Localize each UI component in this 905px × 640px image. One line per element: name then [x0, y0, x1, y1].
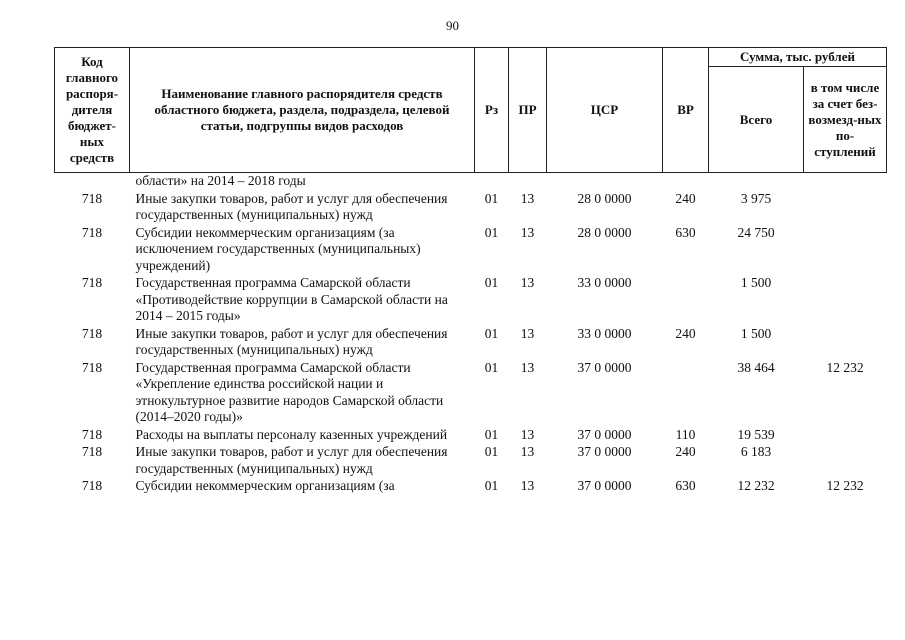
- cell-code: 718: [81, 359, 103, 375]
- page-number: 90: [446, 18, 459, 33]
- cell-code: 718: [81, 478, 103, 493]
- table-header: [55, 48, 887, 173]
- cell-vr: 630: [675, 478, 696, 493]
- cell-incl: [804, 224, 887, 275]
- cell-pr: 13: [520, 359, 535, 375]
- cell-csr: 37 0 0000: [577, 359, 632, 375]
- cell-csr: 37 0 0000: [577, 478, 632, 493]
- header-incl: в том числе за счет без-возмезд-ных по-ступлений: [804, 67, 887, 173]
- cell-rz: 01: [484, 444, 499, 459]
- cell-name: Субсидии некоммерческим организациям (за исключением государственных (муниципальных) учреждений): [135, 224, 421, 273]
- cell-vr: 110: [675, 426, 696, 442]
- cell-pr: 13: [520, 190, 535, 206]
- cell-pr: 13: [520, 444, 535, 459]
- header-name: Наименование главного распорядителя средств областного бюджета, раздела, подраздела, целевой статьи, подгруппы видов расходов: [130, 48, 475, 173]
- header-pr: ПР: [509, 48, 547, 173]
- cell-vr: [663, 274, 709, 325]
- cell-total: 1 500: [740, 325, 772, 341]
- cell-rz: 01: [484, 325, 499, 341]
- cell-code: 718: [81, 444, 103, 459]
- cell-total: 6 183: [740, 444, 772, 459]
- cell-incl: [804, 190, 887, 224]
- cell-code: 718: [81, 190, 103, 206]
- header-sum: Сумма, тыс. рублей: [709, 48, 887, 67]
- cell-pr: 13: [520, 478, 535, 493]
- budget-table: [54, 47, 887, 495]
- table-row: [55, 426, 887, 444]
- table-row: [55, 325, 887, 359]
- continuation-row: [55, 173, 887, 190]
- cell-name: Государственная программа Самарской области «Укрепление единства российской нации и этнокультурное развитие народов Самарской области (2014–2020 годы)»: [135, 359, 444, 424]
- cell-incl: 12 232: [826, 359, 864, 375]
- cell-name: Иные закупки товаров, работ и услуг для обеспечения государственных (муниципальных) нужд: [135, 444, 448, 476]
- cell-pr: 13: [520, 224, 535, 240]
- cell-name: Расходы на выплаты персоналу казенных учреждений: [135, 426, 448, 442]
- cell-name: Иные закупки товаров, работ и услуг для обеспечения государственных (муниципальных) нужд: [135, 190, 448, 222]
- cell-incl: [804, 443, 887, 477]
- cell-rz: 01: [484, 190, 499, 206]
- cell-rz: 01: [484, 224, 499, 240]
- table-body: [55, 173, 887, 495]
- cell-total: 24 750: [737, 224, 775, 240]
- cell-code: 718: [81, 224, 103, 240]
- cell-total: 38 464: [737, 359, 775, 375]
- cell-name: Иные закупки товаров, работ и услуг для обеспечения государственных (муниципальных) нужд: [135, 325, 448, 357]
- cell-incl: [804, 325, 887, 359]
- cell-vr: 240: [675, 325, 696, 341]
- cell-csr: 37 0 0000: [577, 444, 632, 459]
- cell-rz: 01: [484, 275, 499, 290]
- header-rz: Рз: [475, 48, 509, 173]
- table-row: [55, 359, 887, 426]
- table-row: [55, 443, 887, 477]
- table-row: [55, 190, 887, 224]
- header-vr: ВР: [663, 48, 709, 173]
- cell-csr: 33 0 0000: [577, 325, 632, 341]
- cell-vr: 240: [675, 190, 696, 206]
- cell-csr: 28 0 0000: [577, 224, 632, 240]
- cell-rz: 01: [484, 426, 499, 442]
- header-total: Всего: [709, 67, 804, 173]
- cell-incl: 12 232: [826, 478, 864, 493]
- cell-csr: 33 0 0000: [577, 275, 632, 290]
- cell-csr: 37 0 0000: [577, 426, 632, 442]
- cell-csr: 28 0 0000: [577, 190, 632, 206]
- header-csr: ЦСР: [547, 48, 663, 173]
- cell-code: 718: [81, 275, 103, 290]
- cell-pr: 13: [520, 275, 535, 290]
- table-row: [55, 477, 887, 495]
- cell-total: 19 539: [737, 426, 775, 442]
- table-row: [55, 274, 887, 325]
- cell-incl: [804, 426, 887, 444]
- cell-total: 1 500: [740, 275, 772, 290]
- cell-vr: 630: [675, 224, 696, 240]
- cell-code: 718: [81, 325, 103, 341]
- header-code: Код главного распоря-дителя бюджет-ных средств: [55, 48, 130, 173]
- continuation-text: области» на 2014 – 2018 годы: [135, 173, 306, 188]
- cell-pr: 13: [520, 426, 535, 442]
- cell-code: 718: [81, 426, 103, 442]
- cell-incl: [804, 274, 887, 325]
- cell-name: Субсидии некоммерческим организациям (за: [135, 478, 395, 493]
- table-row: [55, 224, 887, 275]
- cell-rz: 01: [484, 478, 499, 493]
- cell-vr: [663, 359, 709, 426]
- cell-pr: 13: [520, 325, 535, 341]
- cell-total: 3 975: [740, 190, 772, 206]
- cell-rz: 01: [484, 359, 499, 375]
- cell-name: Государственная программа Самарской области «Противодействие коррупции в Самарской области на 2014 – 2015 годы»: [135, 275, 448, 323]
- cell-total: 12 232: [737, 478, 775, 493]
- cell-vr: 240: [675, 444, 696, 459]
